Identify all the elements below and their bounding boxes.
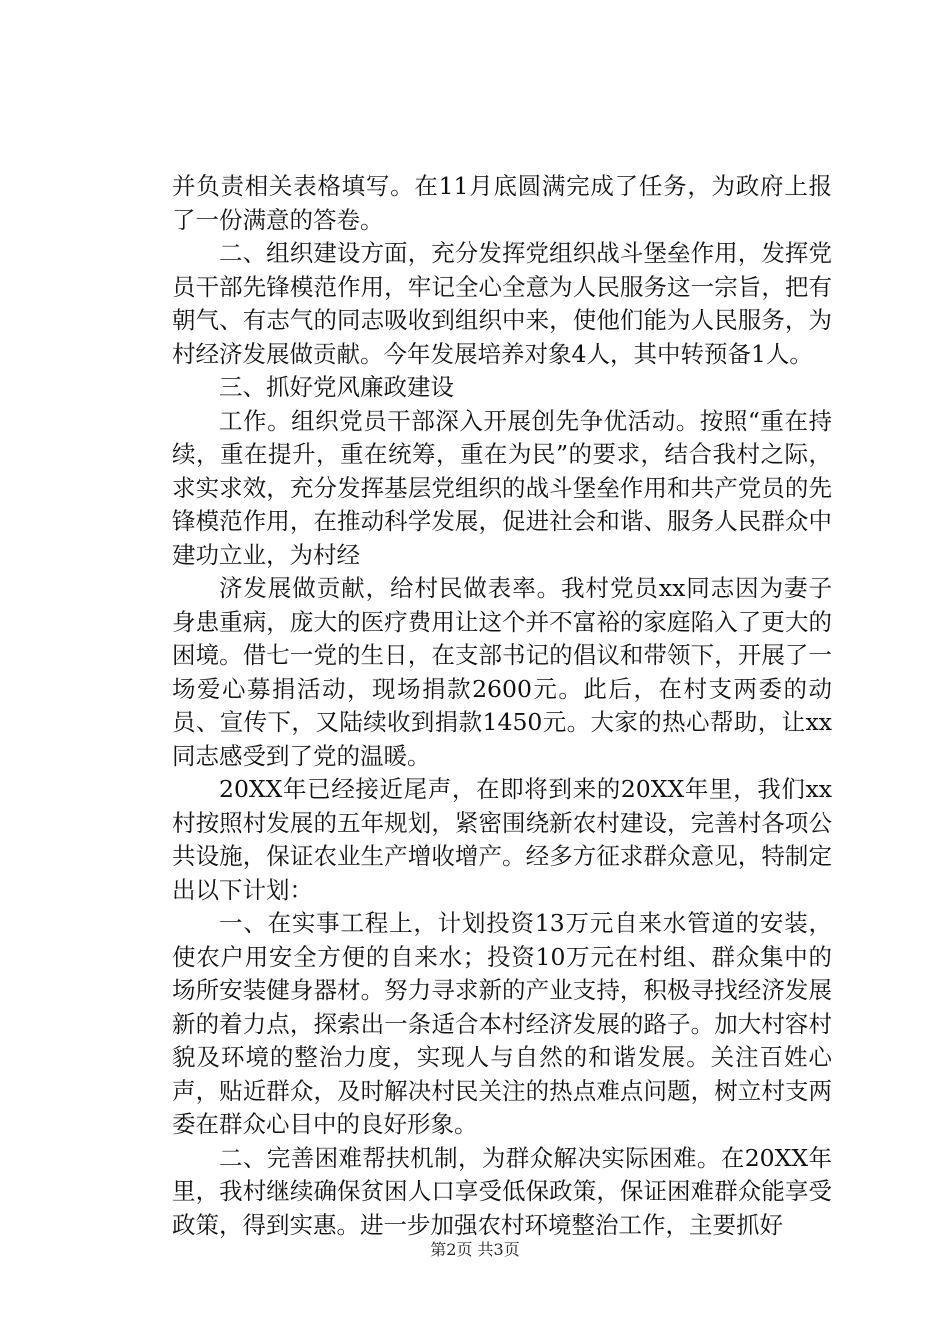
paragraph-organization-building: 二、组织建设方面，充分发挥党组织战斗堡垒作用，发挥党员干部先锋模范作用，牢记全心全意为人民服务这一宗旨，把有朝气、有志气的同志吸收到组织中来，使他们能为人民服务，为村经济发展做贡献。今年发展培养对象4人，其中转预备1人。 [172, 239, 832, 368]
paragraph-heading-clean-government: 三、抓好党风廉政建设 [219, 373, 454, 401]
paragraph-donation: 济发展做贡献，给村民做表率。我村党员xx同志因为妻子身患重病，庞大的医疗费用让这个并不富裕的家庭陷入了更大的困境。借七一党的生日，在支部书记的倡议和带领下，开展了一场爱心募捐活动，现场捐款2600元。此后，在村支两委的动员、宣传下，又陆续收到捐款1450元。大家的热心帮助，让xx同志感受到了党的温暖。 [172, 574, 832, 770]
paragraph-continuation: 并负责相关表格填写。在11月底圆满完成了任务，为政府上报了一份满意的答卷。 [172, 172, 832, 234]
document-body [172, 170, 832, 1242]
paragraph-plan-item-1: 一、在实事工程上，计划投资13万元自来水管道的安装，使农户用安全方便的自来水；投资10万元在村组、群众集中的场所安装健身器材。努力寻求新的产业支持，积极寻找经济发展新的着力点，探索出一条适合本村经济发展的路子。加大村容村貌及环境的整治力度，实现人与自然的和谐发展。关注百姓心声，贴近群众，及时解决村民关注的热点难点问题，树立村支两委在群众心目中的良好形象。 [172, 909, 832, 1138]
page-number-footer: 第2页 共3页 [430, 1240, 520, 1259]
paragraph-work-activities: 工作。组织党员干部深入开展创先争优活动。按照“重在持续，重在提升，重在统筹，重在为民”的要求，结合我村之际，求实求效，充分发挥基层党组织的战斗堡垒作用和共产党员的先锋模范作用，在推动科学发展，促进社会和谐、服务人民群众中建功立业，为村经 [172, 406, 832, 569]
paragraph-plan-item-2: 二、完善困难帮扶机制，为群众解决实际困难。在20XX年里，我村继续确保贫困人口享受低保政策，保证困难群众能享受政策，得到实惠。进一步加强农村环境整治工作，主要抓好 [172, 1143, 832, 1239]
paragraph-plan-intro: 20XX年已经接近尾声，在即将到来的20XX年里，我们xx村按照村发展的五年规划，紧密围绕新农村建设，完善村各项公共设施，保证农业生产增收增产。经多方征求群众意见，特制定出以下计划： [172, 775, 832, 904]
